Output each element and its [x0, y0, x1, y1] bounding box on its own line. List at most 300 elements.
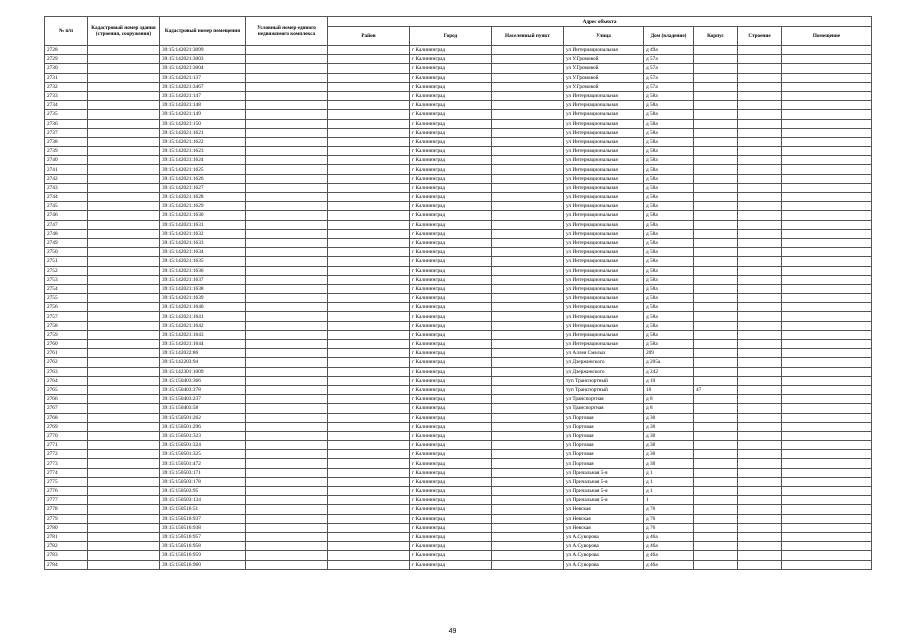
- cell-building: [738, 551, 782, 560]
- cell-num: 2770: [45, 431, 88, 440]
- cell-complex-num: [246, 202, 328, 211]
- cell-building: [738, 229, 782, 238]
- cell-house: д 58а: [644, 340, 694, 349]
- cell-building-cad: [88, 441, 160, 450]
- cell-premise: [782, 367, 872, 376]
- cell-korpus: [694, 211, 738, 220]
- cell-building: [738, 110, 782, 119]
- cell-settlement: [492, 413, 564, 422]
- cell-building-cad: [88, 376, 160, 385]
- cell-house: д 58а: [644, 220, 694, 229]
- cell-district: [328, 450, 410, 459]
- cell-complex-num: [246, 523, 328, 532]
- cell-premise-cad: 39:15:142021:1641: [160, 312, 246, 321]
- cell-num: 2784: [45, 560, 88, 569]
- cell-building: [738, 119, 782, 128]
- cell-premise: [782, 321, 872, 330]
- cell-settlement: [492, 385, 564, 394]
- table-row: [45, 156, 872, 165]
- cell-district: [328, 523, 410, 532]
- cell-settlement: [492, 238, 564, 247]
- cell-building: [738, 137, 782, 146]
- table-body: [45, 46, 872, 570]
- cell-korpus: [694, 73, 738, 82]
- cell-num: 2731: [45, 73, 88, 82]
- cell-district: [328, 220, 410, 229]
- table-row: [45, 487, 872, 496]
- cell-premise-cad: 39:15:142021:1643: [160, 330, 246, 339]
- cell-building: [738, 248, 782, 257]
- col-header-building-cad: Кадастровый номер здания (строения, сооружения): [88, 17, 160, 46]
- cell-city: г Калининград: [410, 174, 492, 183]
- cell-premise: [782, 542, 872, 551]
- cell-building-cad: [88, 385, 160, 394]
- cell-settlement: [492, 404, 564, 413]
- cell-korpus: [694, 174, 738, 183]
- cell-premise: [782, 183, 872, 192]
- cell-building-cad: [88, 211, 160, 220]
- cell-premise: [782, 73, 872, 82]
- cell-building-cad: [88, 165, 160, 174]
- col-header-num: № п/п: [45, 17, 88, 46]
- cell-city: г Калининград: [410, 193, 492, 202]
- cell-korpus: [694, 275, 738, 284]
- cell-building-cad: [88, 220, 160, 229]
- cell-building: [738, 211, 782, 220]
- cell-complex-num: [246, 376, 328, 385]
- cell-city: г Калининград: [410, 211, 492, 220]
- cell-num: 2769: [45, 422, 88, 431]
- cell-korpus: [694, 413, 738, 422]
- cell-building: [738, 496, 782, 505]
- cell-complex-num: [246, 211, 328, 220]
- cell-premise-cad: 39:15:150503:178: [160, 477, 246, 486]
- cell-street: ул Интернациональная: [564, 248, 644, 257]
- cell-street: ул Интернациональная: [564, 110, 644, 119]
- cell-premise: [782, 128, 872, 137]
- cell-city: г Калининград: [410, 441, 492, 450]
- cell-complex-num: [246, 220, 328, 229]
- cell-street: ул Интернациональная: [564, 340, 644, 349]
- cell-district: [328, 64, 410, 73]
- cell-house: д 58а: [644, 284, 694, 293]
- cell-num: 2771: [45, 441, 88, 450]
- cell-street: ул Невская: [564, 523, 644, 532]
- cell-premise-cad: 39:15:142021:148: [160, 101, 246, 110]
- cell-street: ул Интернациональная: [564, 294, 644, 303]
- table-row: [45, 266, 872, 275]
- cell-building: [738, 404, 782, 413]
- cell-premise: [782, 165, 872, 174]
- cell-num: 2759: [45, 330, 88, 339]
- cell-street: ул Причальная 5-я: [564, 496, 644, 505]
- cell-house: д 58а: [644, 202, 694, 211]
- cell-premise-cad: 39:15:150403:378: [160, 385, 246, 394]
- cell-building-cad: [88, 101, 160, 110]
- table-row: [45, 404, 872, 413]
- cell-complex-num: [246, 275, 328, 284]
- cell-city: г Калининград: [410, 321, 492, 330]
- cell-num: 2766: [45, 395, 88, 404]
- cell-premise-cad: 39:15:150501:262: [160, 413, 246, 422]
- table-row: [45, 422, 872, 431]
- cell-complex-num: [246, 91, 328, 100]
- cell-city: г Калининград: [410, 532, 492, 541]
- cell-house: д 58а: [644, 174, 694, 183]
- cell-premise: [782, 193, 872, 202]
- cell-premise-cad: 39:15:142021:149: [160, 110, 246, 119]
- cell-house: д 30: [644, 413, 694, 422]
- cell-city: г Калининград: [410, 385, 492, 394]
- cell-district: [328, 395, 410, 404]
- cell-complex-num: [246, 156, 328, 165]
- cell-city: г Калининград: [410, 147, 492, 156]
- cell-premise-cad: 39:15:150501:324: [160, 441, 246, 450]
- cell-city: г Калининград: [410, 312, 492, 321]
- col-header-address-group: Адрес объекта: [328, 17, 872, 27]
- cell-complex-num: [246, 165, 328, 174]
- cell-district: [328, 468, 410, 477]
- cell-district: [328, 358, 410, 367]
- cell-district: [328, 193, 410, 202]
- cell-district: [328, 349, 410, 358]
- cell-city: г Калининград: [410, 275, 492, 284]
- cell-settlement: [492, 266, 564, 275]
- cell-building: [738, 477, 782, 486]
- cell-district: [328, 46, 410, 55]
- cell-district: [328, 560, 410, 569]
- cell-settlement: [492, 477, 564, 486]
- cell-house: д 46а: [644, 532, 694, 541]
- cell-settlement: [492, 349, 564, 358]
- table-row: [45, 340, 872, 349]
- cell-settlement: [492, 183, 564, 192]
- cell-street: ул Интернациональная: [564, 174, 644, 183]
- cell-building-cad: [88, 422, 160, 431]
- cell-premise: [782, 91, 872, 100]
- cell-city: г Калининград: [410, 220, 492, 229]
- cell-building-cad: [88, 174, 160, 183]
- cell-num: 2734: [45, 101, 88, 110]
- cell-building: [738, 431, 782, 440]
- table-row: [45, 330, 872, 339]
- cell-house: д 58а: [644, 128, 694, 137]
- page-number: 49: [448, 628, 457, 635]
- cell-district: [328, 91, 410, 100]
- cell-city: г Калининград: [410, 340, 492, 349]
- cell-settlement: [492, 523, 564, 532]
- cell-street: ул Интернациональная: [564, 275, 644, 284]
- cell-korpus: [694, 523, 738, 532]
- cell-city: г Калининград: [410, 73, 492, 82]
- table-row: [45, 119, 872, 128]
- cell-district: [328, 156, 410, 165]
- cell-complex-num: [246, 358, 328, 367]
- cell-num: 2752: [45, 266, 88, 275]
- cell-num: 2779: [45, 514, 88, 523]
- cell-premise: [782, 496, 872, 505]
- cell-house: д 1: [644, 468, 694, 477]
- cell-city: г Калининград: [410, 431, 492, 440]
- cell-premise-cad: 39:15:150403:366: [160, 376, 246, 385]
- cell-premise: [782, 505, 872, 514]
- cell-settlement: [492, 358, 564, 367]
- cell-building-cad: [88, 367, 160, 376]
- cell-settlement: [492, 340, 564, 349]
- cell-korpus: [694, 505, 738, 514]
- cell-premise-cad: 39:15:150516:958: [160, 542, 246, 551]
- cell-city: г Калининград: [410, 257, 492, 266]
- cell-city: г Калининград: [410, 165, 492, 174]
- cell-building-cad: [88, 110, 160, 119]
- cell-city: г Калининград: [410, 183, 492, 192]
- cell-complex-num: [246, 82, 328, 91]
- cell-premise-cad: 39:15:142021:3003: [160, 55, 246, 64]
- cell-street: ул Интернациональная: [564, 101, 644, 110]
- cell-num: 2760: [45, 340, 88, 349]
- cell-building-cad: [88, 202, 160, 211]
- cell-complex-num: [246, 413, 328, 422]
- cell-street: ул У.Громовой: [564, 55, 644, 64]
- cell-building: [738, 468, 782, 477]
- cell-premise: [782, 174, 872, 183]
- cell-complex-num: [246, 238, 328, 247]
- cell-building: [738, 312, 782, 321]
- cell-building: [738, 238, 782, 247]
- cell-korpus: [694, 266, 738, 275]
- cell-house: д 57а: [644, 64, 694, 73]
- cell-settlement: [492, 431, 564, 440]
- cell-building-cad: [88, 257, 160, 266]
- cell-building-cad: [88, 560, 160, 569]
- col-header-district: Район: [328, 27, 410, 46]
- cell-korpus: [694, 349, 738, 358]
- cell-building-cad: [88, 183, 160, 192]
- cell-premise: [782, 248, 872, 257]
- cell-complex-num: [246, 266, 328, 275]
- cell-house: д 58а: [644, 193, 694, 202]
- table-row: [45, 174, 872, 183]
- cell-premise-cad: 39:15:150516:51: [160, 505, 246, 514]
- cell-city: г Калининград: [410, 404, 492, 413]
- cell-district: [328, 542, 410, 551]
- cell-building: [738, 101, 782, 110]
- cell-house: д 58а: [644, 183, 694, 192]
- cell-premise-cad: 39:15:142021:1640: [160, 303, 246, 312]
- cell-street: ул Причальная 5-я: [564, 468, 644, 477]
- cell-building-cad: [88, 248, 160, 257]
- cell-building: [738, 514, 782, 523]
- cell-num: 2751: [45, 257, 88, 266]
- cell-street: ул Интернациональная: [564, 266, 644, 275]
- cell-district: [328, 367, 410, 376]
- cell-korpus: [694, 202, 738, 211]
- cell-district: [328, 514, 410, 523]
- cell-premise-cad: 39:15:142021:1631: [160, 220, 246, 229]
- cell-settlement: [492, 156, 564, 165]
- cell-house: д 58а: [644, 91, 694, 100]
- cell-settlement: [492, 505, 564, 514]
- table-row: [45, 514, 872, 523]
- cell-district: [328, 284, 410, 293]
- cell-street: ул У.Громовой: [564, 73, 644, 82]
- cell-street: ул Интернациональная: [564, 128, 644, 137]
- cell-settlement: [492, 551, 564, 560]
- cell-building-cad: [88, 340, 160, 349]
- cell-complex-num: [246, 349, 328, 358]
- cell-complex-num: [246, 119, 328, 128]
- cell-house: д 46а: [644, 542, 694, 551]
- cell-house: д 30: [644, 441, 694, 450]
- cell-num: 2758: [45, 321, 88, 330]
- cell-complex-num: [246, 395, 328, 404]
- cell-street: ул Портовая: [564, 459, 644, 468]
- cell-street: ул Дзержинского: [564, 367, 644, 376]
- cell-building: [738, 303, 782, 312]
- cell-settlement: [492, 284, 564, 293]
- cell-building-cad: [88, 64, 160, 73]
- cell-building: [738, 441, 782, 450]
- cell-building: [738, 284, 782, 293]
- cell-street: ул Интернациональная: [564, 119, 644, 128]
- cell-premise: [782, 431, 872, 440]
- cell-premise-cad: 39:15:150403:58: [160, 404, 246, 413]
- cell-district: [328, 266, 410, 275]
- cell-street: ул Аллея Смелых: [564, 349, 644, 358]
- cell-settlement: [492, 514, 564, 523]
- cell-complex-num: [246, 560, 328, 569]
- cell-premise: [782, 441, 872, 450]
- table-row: [45, 64, 872, 73]
- cell-house: д 57а: [644, 73, 694, 82]
- cell-building: [738, 266, 782, 275]
- cell-premise: [782, 422, 872, 431]
- cell-street: ул Интернациональная: [564, 257, 644, 266]
- cell-city: г Калининград: [410, 137, 492, 146]
- cell-district: [328, 82, 410, 91]
- cell-building: [738, 64, 782, 73]
- cell-building-cad: [88, 349, 160, 358]
- cell-korpus: [694, 55, 738, 64]
- cell-district: [328, 275, 410, 284]
- cell-num: 2754: [45, 284, 88, 293]
- cell-num: 2733: [45, 91, 88, 100]
- cell-building-cad: [88, 147, 160, 156]
- cell-settlement: [492, 82, 564, 91]
- cell-premise-cad: 39:15:142021:147: [160, 91, 246, 100]
- cell-korpus: [694, 183, 738, 192]
- cell-building-cad: [88, 514, 160, 523]
- cell-korpus: [694, 496, 738, 505]
- cell-num: 2780: [45, 523, 88, 532]
- cell-building-cad: [88, 275, 160, 284]
- cell-house: д 30: [644, 459, 694, 468]
- cell-building-cad: [88, 55, 160, 64]
- cell-premise: [782, 229, 872, 238]
- cell-building: [738, 91, 782, 100]
- cell-num: 2746: [45, 211, 88, 220]
- cell-house: д 58а: [644, 312, 694, 321]
- cell-street: ул Портовая: [564, 413, 644, 422]
- cell-premise-cad: 39:15:142021:1636: [160, 266, 246, 275]
- cell-street: ул Портовая: [564, 422, 644, 431]
- cell-settlement: [492, 275, 564, 284]
- cell-house: д 205а: [644, 358, 694, 367]
- cell-district: [328, 441, 410, 450]
- cell-district: [328, 211, 410, 220]
- cell-korpus: [694, 340, 738, 349]
- cell-num: 2777: [45, 496, 88, 505]
- cell-city: г Калининград: [410, 505, 492, 514]
- cell-house: 1: [644, 496, 694, 505]
- table-row: [45, 248, 872, 257]
- cell-premise: [782, 395, 872, 404]
- cell-building: [738, 376, 782, 385]
- cell-street: ул А.Суворова: [564, 532, 644, 541]
- cell-num: 2767: [45, 404, 88, 413]
- cell-building-cad: [88, 73, 160, 82]
- cell-building-cad: [88, 119, 160, 128]
- cell-district: [328, 165, 410, 174]
- cell-premise-cad: 39:15:142021:3099: [160, 46, 246, 55]
- cell-premise-cad: 39:15:142021:1638: [160, 284, 246, 293]
- cell-district: [328, 229, 410, 238]
- col-header-korpus: Корпус: [694, 27, 738, 46]
- cell-premise: [782, 459, 872, 468]
- cell-building-cad: [88, 91, 160, 100]
- cell-building: [738, 560, 782, 569]
- cell-building: [738, 294, 782, 303]
- cell-street: ул Интернациональная: [564, 137, 644, 146]
- cell-complex-num: [246, 101, 328, 110]
- cell-street: ул Интернациональная: [564, 165, 644, 174]
- cell-settlement: [492, 321, 564, 330]
- cell-settlement: [492, 422, 564, 431]
- cell-city: г Калининград: [410, 91, 492, 100]
- cell-premise: [782, 101, 872, 110]
- cell-building-cad: [88, 137, 160, 146]
- cell-korpus: [694, 404, 738, 413]
- cell-complex-num: [246, 459, 328, 468]
- cell-premise-cad: 39:15:150503:134: [160, 496, 246, 505]
- cell-premise-cad: 39:15:142021:1628: [160, 193, 246, 202]
- cell-premise: [782, 404, 872, 413]
- cell-premise-cad: 39:15:142021:1634: [160, 248, 246, 257]
- cell-settlement: [492, 441, 564, 450]
- cell-premise: [782, 156, 872, 165]
- cell-street: ул Интернациональная: [564, 46, 644, 55]
- cell-city: г Калининград: [410, 514, 492, 523]
- cell-complex-num: [246, 284, 328, 293]
- cell-district: [328, 551, 410, 560]
- cell-house: д 49а: [644, 46, 694, 55]
- cell-building: [738, 147, 782, 156]
- cell-city: г Калининград: [410, 202, 492, 211]
- cell-num: 2775: [45, 477, 88, 486]
- cell-city: г Калининград: [410, 156, 492, 165]
- cell-premise: [782, 46, 872, 55]
- cell-premise-cad: 39:15:142021:3467: [160, 82, 246, 91]
- cell-house: д 242: [644, 367, 694, 376]
- cell-premise-cad: 39:15:142021:1633: [160, 238, 246, 247]
- cell-premise-cad: 39:15:142021:1630: [160, 211, 246, 220]
- cell-premise-cad: 39:15:142021:150: [160, 119, 246, 128]
- cell-num: 2741: [45, 165, 88, 174]
- table-row: [45, 385, 872, 394]
- cell-settlement: [492, 450, 564, 459]
- cell-district: [328, 312, 410, 321]
- col-header-complex-num: Условный номер единого недвижимого комплекса: [246, 17, 328, 46]
